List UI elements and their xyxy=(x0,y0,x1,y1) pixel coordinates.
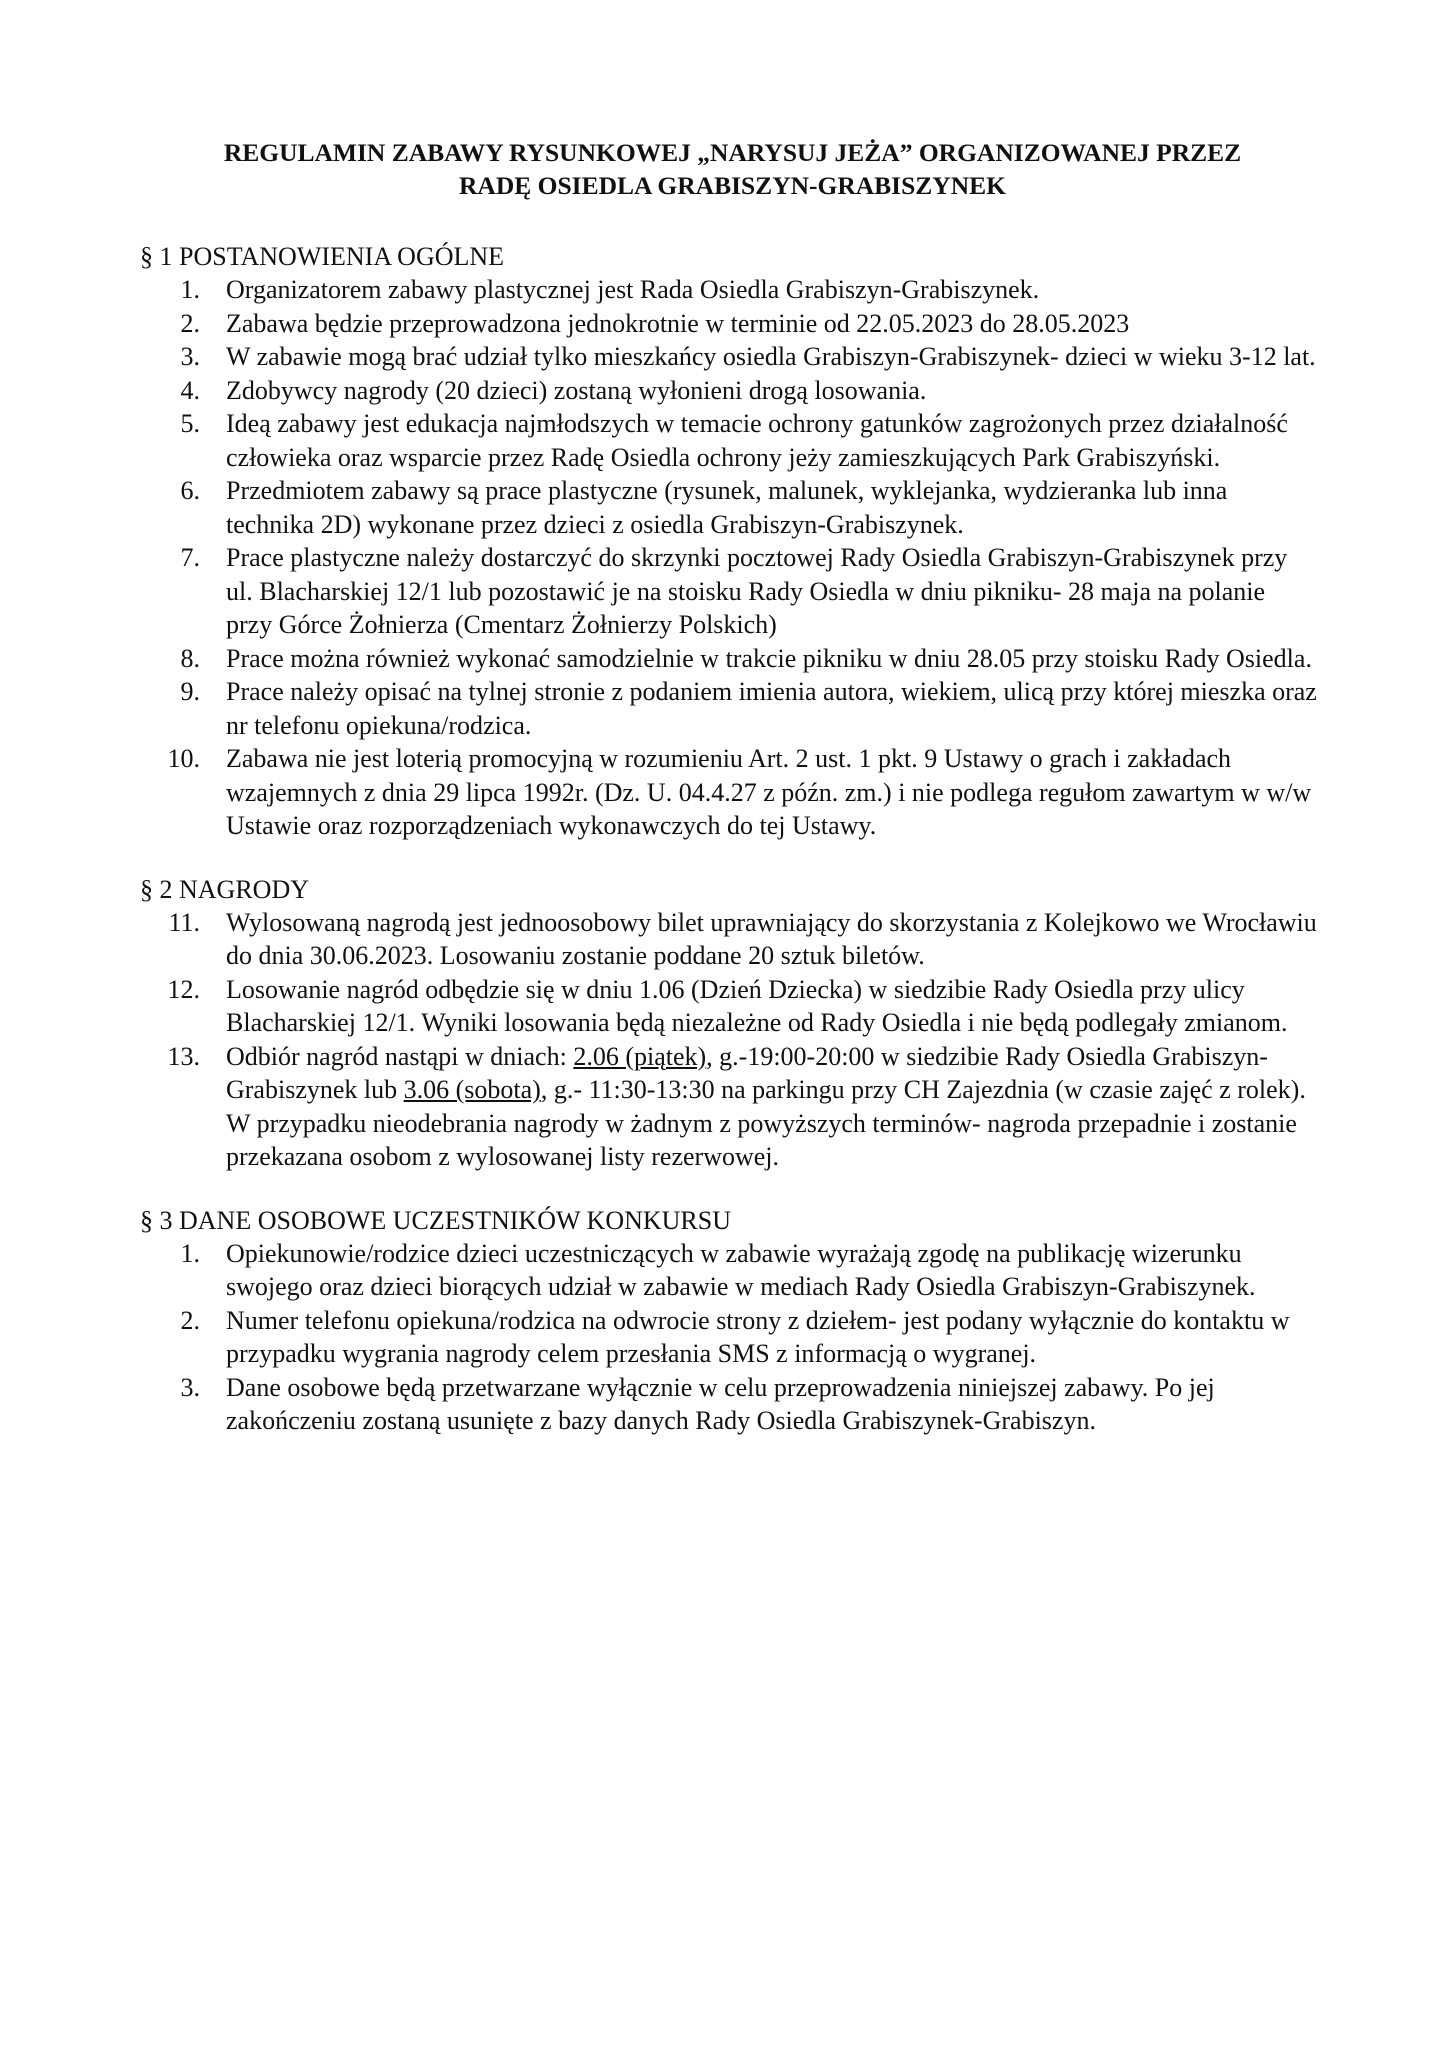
item-text: Dane osobowe będą przetwarzane wyłącznie w celu przeprowadzenia niniejszej zabawy. Po jej zakończeniu zostaną usunięte z bazy danych Rady Osiedla Grabiszynek-Grabiszyn. xyxy=(226,1372,1215,1435)
section-heading: § 3 DANE OSOBOWE UCZESTNIKÓW KONKURSU xyxy=(140,1205,732,1235)
item-number: 1. xyxy=(180,1238,200,1268)
item-number: 7. xyxy=(180,543,200,572)
list-item xyxy=(140,742,1317,843)
section-general-provisions xyxy=(140,240,1317,843)
item-text: Zabawa nie jest loterią promocyjną w rozumieniu Art. 2 ust. 1 pkt. 9 Ustawy o grach i zakładach wzajemnych z dnia 29 lipca 1992r. (Dz. U. 04.4.27 z późn. zm.) i nie podlega regułom zawartym w w/w Ustawie oraz rozporządzeniach wykonawczych do tej Ustawy. xyxy=(226,744,1312,840)
list-item xyxy=(140,474,1317,541)
provisions-list xyxy=(140,273,1317,843)
item-text-part: , g.- 11:30-13:30 na parkingu przy CH Zajezdnia (w czasie zajęć z rolek). W przypadku nieodebrania nagrody w żadnym z powyższych terminów- nagroda przepadnie i zostanie przekazana osobom z wylosowanej listy rezerwowej. xyxy=(226,1075,1306,1171)
title-line-1: REGULAMIN ZABAWY RYSUNKOWEJ „NARYSUJ JEŻA” ORGANIZOWANEJ PRZEZ xyxy=(223,138,1242,167)
item-text-part: , g.-19:00-20:00 w siedzibie Rady Osiedla Grabiszyn-Grabiszynek lub xyxy=(226,1041,1268,1104)
list-item xyxy=(140,642,1317,676)
item-text: Prace plastyczne należy dostarczyć do skrzynki pocztowej Rady Osiedla Grabiszyn-Grabiszynek przy ul. Blacharskiej 12/1 lub pozostawić je na stoisku Rady Osiedla w dniu pikniku- 28 maja na polanie przy Górce Żołnierza (Cmentarz Żołnierzy Polskich) xyxy=(226,543,1288,639)
item-number: 4. xyxy=(180,375,200,405)
list-item xyxy=(140,307,1317,341)
item-text: Numer telefonu opiekuna/rodzica na odwrocie strony z dziełem- jest podany wyłącznie do kontaktu w przypadku wygrania nagrody celem przesłania SMS z informacją o wygranej. xyxy=(226,1305,1290,1368)
item-text: Organizatorem zabawy plastycznej jest Rada Osiedla Grabiszyn-Grabiszynek. xyxy=(226,275,1040,304)
list-item xyxy=(140,340,1317,374)
list-item xyxy=(140,1371,1317,1438)
item-text: Ideą zabawy jest edukacja najmłodszych w temacie ochrony gatunków zagrożonych przez działalność człowieka oraz wsparcie przez Radę Osiedla ochrony jeży zamieszkujących Park Grabiszyński. xyxy=(226,409,1288,472)
item-text: Prace można również wykonać samodzielnie w trakcie pikniku w dniu 28.05 przy stoisku Rady Osiedla. xyxy=(226,643,1312,673)
item-number: 12. xyxy=(167,974,200,1004)
title-line-2: RADĘ OSIEDLA GRABISZYN-GRABISZYNEK xyxy=(459,171,1006,200)
item-number: 9. xyxy=(180,677,200,706)
list-item xyxy=(140,906,1317,973)
item-number: 8. xyxy=(180,643,200,673)
item-number: 2. xyxy=(180,1305,200,1335)
item-text: Zdobywcy nagrody (20 dzieci) zostaną wyłonieni drogą losowania. xyxy=(226,375,927,405)
list-item xyxy=(140,973,1317,1040)
item-number: 2. xyxy=(180,308,200,338)
item-text: Przedmiotem zabawy są prace plastyczne (rysunek, malunek, wyklejanka, wydzieranka lub inna technika 2D) wykonane przez dzieci z osiedla Grabiszyn-Grabiszynek. xyxy=(226,476,1228,539)
item-text: W zabawie mogą brać udział tylko mieszkańcy osiedla Grabiszyn-Grabiszynek- dzieci w wieku 3-12 lat. xyxy=(226,342,1316,371)
item-text: Prace należy opisać na tylnej stronie z podaniem imienia autora, wiekiem, ulicą przy której mieszka oraz nr telefonu opiekuna/rodzica. xyxy=(226,677,1317,740)
list-item xyxy=(140,407,1317,474)
item-number: 11. xyxy=(168,907,200,937)
list-item xyxy=(140,273,1317,307)
item-text: Wylosowaną nagrodą jest jednoosobowy bilet uprawniający do skorzystania z Kolejkowo we Wrocławiu do dnia 30.06.2023. Losowaniu zostanie poddane 20 sztuk biletów. xyxy=(226,907,1317,970)
item-text: Zabawa będzie przeprowadzona jednokrotnie w terminie od 22.05.2023 do 28.05.2023 xyxy=(226,308,1130,338)
item-number: 10. xyxy=(167,744,200,773)
item-text xyxy=(226,1042,1306,1172)
item-number: 5. xyxy=(180,409,200,438)
item-text: Losowanie nagród odbędzie się w dniu 1.06 (Dzień Dziecka) w siedzibie Rady Osiedla przy ulicy Blacharskiej 12/1. Wyniki losowania będą niezależne od Rady Osiedla i nie będą podlegały zmianom. xyxy=(226,974,1288,1037)
pickup-date-friday: 2.06 (piątek) xyxy=(573,1041,707,1071)
list-item xyxy=(140,1304,1317,1371)
item-text-part: Odbiór nagród nastąpi w dniach: xyxy=(226,1041,574,1071)
section-heading: § 1 POSTANOWIENIA OGÓLNE xyxy=(140,242,505,271)
item-number: 1. xyxy=(180,275,200,304)
list-item xyxy=(140,675,1317,742)
item-number: 6. xyxy=(180,476,200,505)
list-item xyxy=(140,374,1317,408)
list-item xyxy=(140,1237,1317,1304)
section-prizes xyxy=(140,873,1317,1174)
prizes-list xyxy=(140,906,1317,1174)
pickup-date-saturday: 3.06 (sobota) xyxy=(403,1075,541,1104)
document-title xyxy=(140,136,1317,202)
item-text: Opiekunowie/rodzice dzieci uczestniczących w zabawie wyrażają zgodę na publikację wizerunku swojego oraz dzieci biorących udział w zabawie w mediach Rady Osiedla Grabiszyn-Grabiszynek. xyxy=(226,1238,1256,1301)
item-number: 3. xyxy=(180,1372,200,1402)
item-number: 13. xyxy=(167,1041,200,1071)
section-heading: § 2 NAGRODY xyxy=(140,874,309,904)
item-number: 3. xyxy=(180,342,200,371)
personal-data-list xyxy=(140,1237,1317,1438)
section-personal-data xyxy=(140,1204,1317,1438)
list-item xyxy=(140,1040,1317,1174)
list-item xyxy=(140,541,1317,642)
